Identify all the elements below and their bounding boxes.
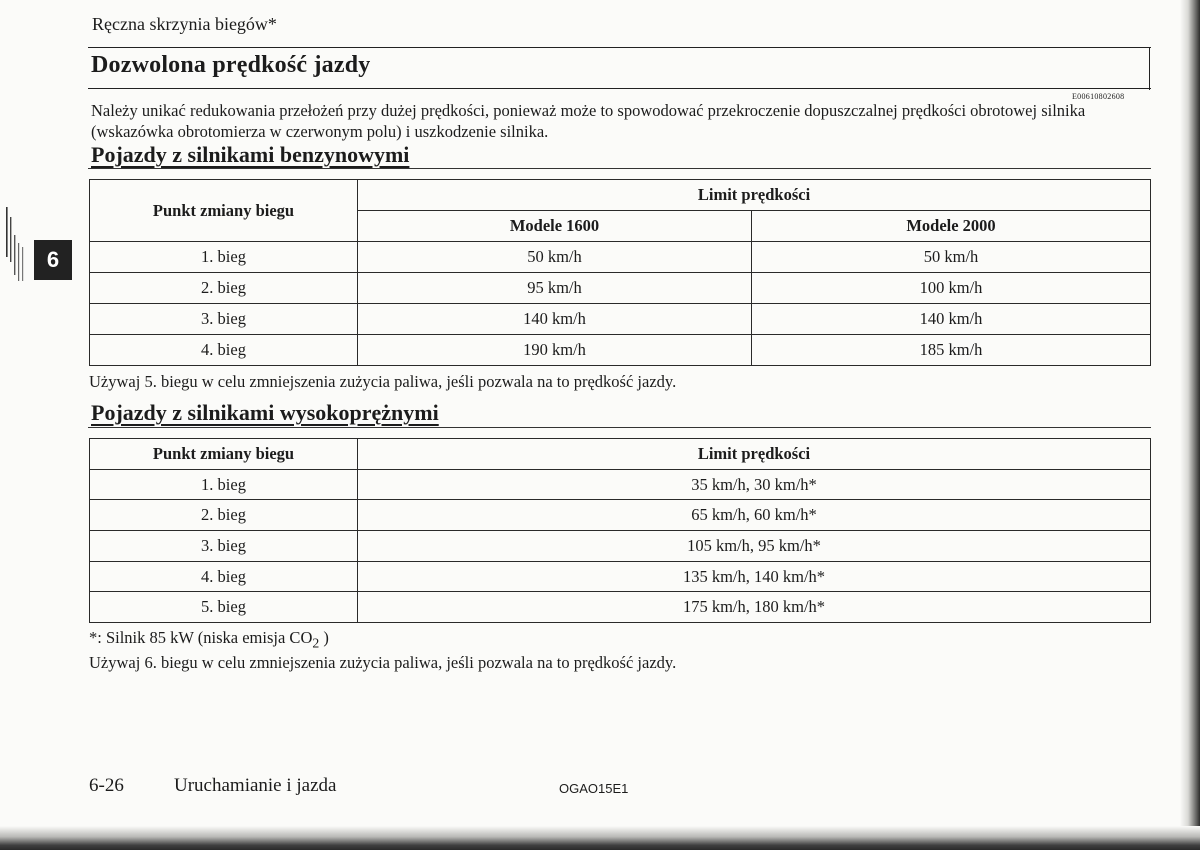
title-rule-top	[88, 47, 1151, 48]
section-title: Dozwolona prędkość jazdy	[91, 52, 371, 78]
limit-2000-cell: 50 km/h	[752, 242, 1151, 273]
table-row	[90, 273, 1151, 304]
footnote-text: *: Silnik 85 kW (niska emisja CO	[89, 628, 313, 647]
table-row	[90, 242, 1151, 273]
table-row	[90, 500, 1151, 531]
limit-cell: 135 km/h, 140 km/h*	[358, 561, 1151, 592]
gear-cell: 1. bieg	[90, 469, 358, 500]
petrol-heading: Pojazdy z silnikami benzynowymi	[91, 142, 410, 167]
gear-cell: 3. bieg	[90, 531, 358, 562]
table-row	[90, 335, 1151, 366]
header-speed-limit: Limit prędkości	[358, 439, 1151, 470]
title-rule-bottom	[88, 88, 1151, 89]
section-code: E00610802608	[1072, 92, 1125, 101]
limit-cell: 105 km/h, 95 km/h*	[358, 531, 1151, 562]
gear-cell: 5. bieg	[90, 592, 358, 623]
page-edge-shadow-bottom	[0, 826, 1200, 850]
limit-cell: 175 km/h, 180 km/h*	[358, 592, 1151, 623]
chapter-tab: 6	[34, 240, 72, 280]
limit-1600-cell: 50 km/h	[358, 242, 752, 273]
gear-cell: 4. bieg	[90, 561, 358, 592]
gear-cell: 1. bieg	[90, 242, 358, 273]
gear-cell: 2. bieg	[90, 500, 358, 531]
diesel-speed-table	[89, 438, 1151, 623]
diesel-note: Używaj 6. biegu w celu zmniejszenia zużycia paliwa, jeśli pozwala na to prędkość jazdy.	[89, 653, 677, 672]
header-model-1600: Modele 1600	[358, 211, 752, 242]
gear-cell: 4. bieg	[90, 335, 358, 366]
limit-1600-cell: 95 km/h	[358, 273, 752, 304]
gear-cell: 3. bieg	[90, 304, 358, 335]
petrol-speed-table	[89, 179, 1151, 366]
limit-1600-cell: 190 km/h	[358, 335, 752, 366]
table-row	[90, 304, 1151, 335]
petrol-heading-rule	[88, 168, 1151, 169]
document-code: OGAO15E1	[559, 781, 629, 796]
running-head: Ręczna skrzynia biegów*	[92, 14, 277, 34]
footnote-text-end: )	[319, 628, 329, 647]
limit-1600-cell: 140 km/h	[358, 304, 752, 335]
table-row	[90, 561, 1151, 592]
footnote-subscript: 2	[312, 635, 320, 651]
header-model-2000: Modele 2000	[752, 211, 1151, 242]
header-speed-limit: Limit prędkości	[358, 180, 1151, 211]
page-number: 6-26	[89, 775, 124, 796]
limit-cell: 35 km/h, 30 km/h*	[358, 469, 1151, 500]
table-row	[90, 469, 1151, 500]
title-rule-right	[1149, 47, 1150, 90]
thumb-index-marks	[2, 205, 32, 285]
header-gear: Punkt zmiany biegu	[90, 180, 358, 242]
petrol-note: Używaj 5. biegu w celu zmniejszenia zużycia paliwa, jeśli pozwala na to prędkość jazdy.	[89, 372, 677, 391]
gear-cell: 2. bieg	[90, 273, 358, 304]
limit-2000-cell: 140 km/h	[752, 304, 1151, 335]
diesel-heading: Pojazdy z silnikami wysokoprężnymi	[91, 400, 439, 425]
table-row	[90, 592, 1151, 623]
header-gear: Punkt zmiany biegu	[90, 439, 358, 470]
diesel-heading-rule	[88, 427, 1151, 428]
intro-paragraph: Należy unikać redukowania przełożeń przy dużej prędkości, ponieważ może to spowodować przekroczenie dopuszczalnej prędkości obrotowej silnika (wskazówka obrotomierza w czerwonym polu) i uszkodzenie silnika.	[91, 101, 1086, 141]
limit-2000-cell: 100 km/h	[752, 273, 1151, 304]
limit-cell: 65 km/h, 60 km/h*	[358, 500, 1151, 531]
page-edge-shadow-right	[1180, 0, 1200, 850]
table-row	[90, 531, 1151, 562]
limit-2000-cell: 185 km/h	[752, 335, 1151, 366]
diesel-footnote	[89, 628, 329, 651]
chapter-name: Uruchamianie i jazda	[174, 775, 337, 796]
